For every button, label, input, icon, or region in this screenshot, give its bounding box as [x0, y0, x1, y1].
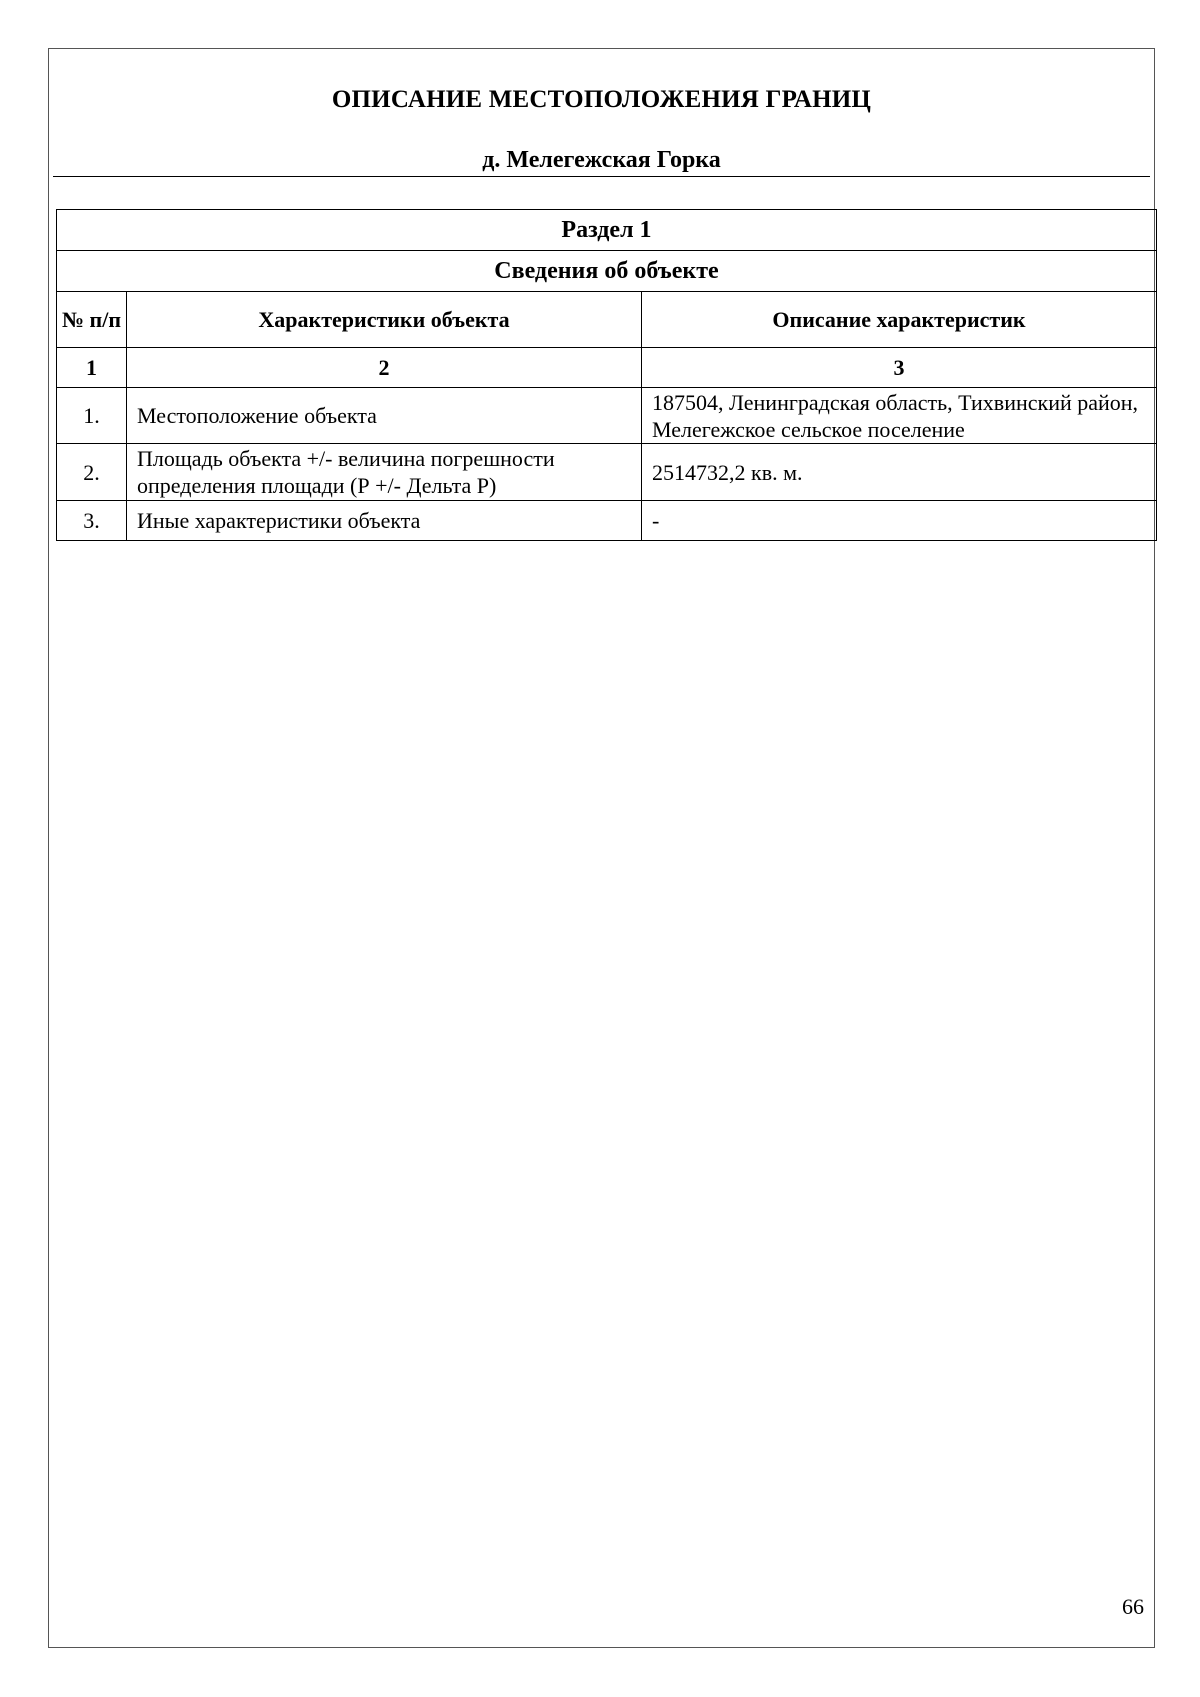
section-subtitle: Сведения об объекте [57, 251, 1157, 292]
column-number-row [57, 348, 1157, 388]
column-number: 2 [127, 348, 642, 388]
table-row [57, 444, 1157, 501]
column-header-characteristic: Характеристики объекта [127, 292, 642, 348]
row-number: 1. [57, 388, 127, 444]
row-characteristic: Иные характеристики объекта [127, 501, 642, 541]
row-description: 187504, Ленинградская область, Тихвинский район, Мелегежское сельское поселение [642, 388, 1157, 444]
document-title: ОПИСАНИЕ МЕСТОПОЛОЖЕНИЯ ГРАНИЦ [331, 86, 872, 113]
object-info-table [56, 209, 1157, 541]
row-number: 3. [57, 501, 127, 541]
table-header-row [57, 292, 1157, 348]
table-section-row [57, 210, 1157, 251]
row-description: - [642, 501, 1157, 541]
section-title: Раздел 1 [57, 210, 1157, 251]
column-number: 1 [57, 348, 127, 388]
page-number: 66 [1122, 1594, 1144, 1619]
row-characteristic: Местоположение объекта [127, 388, 642, 444]
table-subsection-row [57, 251, 1157, 292]
column-number: 3 [642, 348, 1157, 388]
row-number: 2. [57, 444, 127, 501]
column-header-num: № п/п [57, 292, 127, 348]
table-row [57, 388, 1157, 444]
table-row [57, 501, 1157, 541]
row-characteristic: Площадь объекта +/- величина погрешности определения площади (Р +/- Дельта Р) [127, 444, 642, 501]
subtitle-divider [53, 176, 1150, 177]
document-subtitle: д. Мелегежская Горка [482, 147, 721, 173]
row-description: 2514732,2 кв. м. [642, 444, 1157, 501]
column-header-description: Описание характеристик [642, 292, 1157, 348]
